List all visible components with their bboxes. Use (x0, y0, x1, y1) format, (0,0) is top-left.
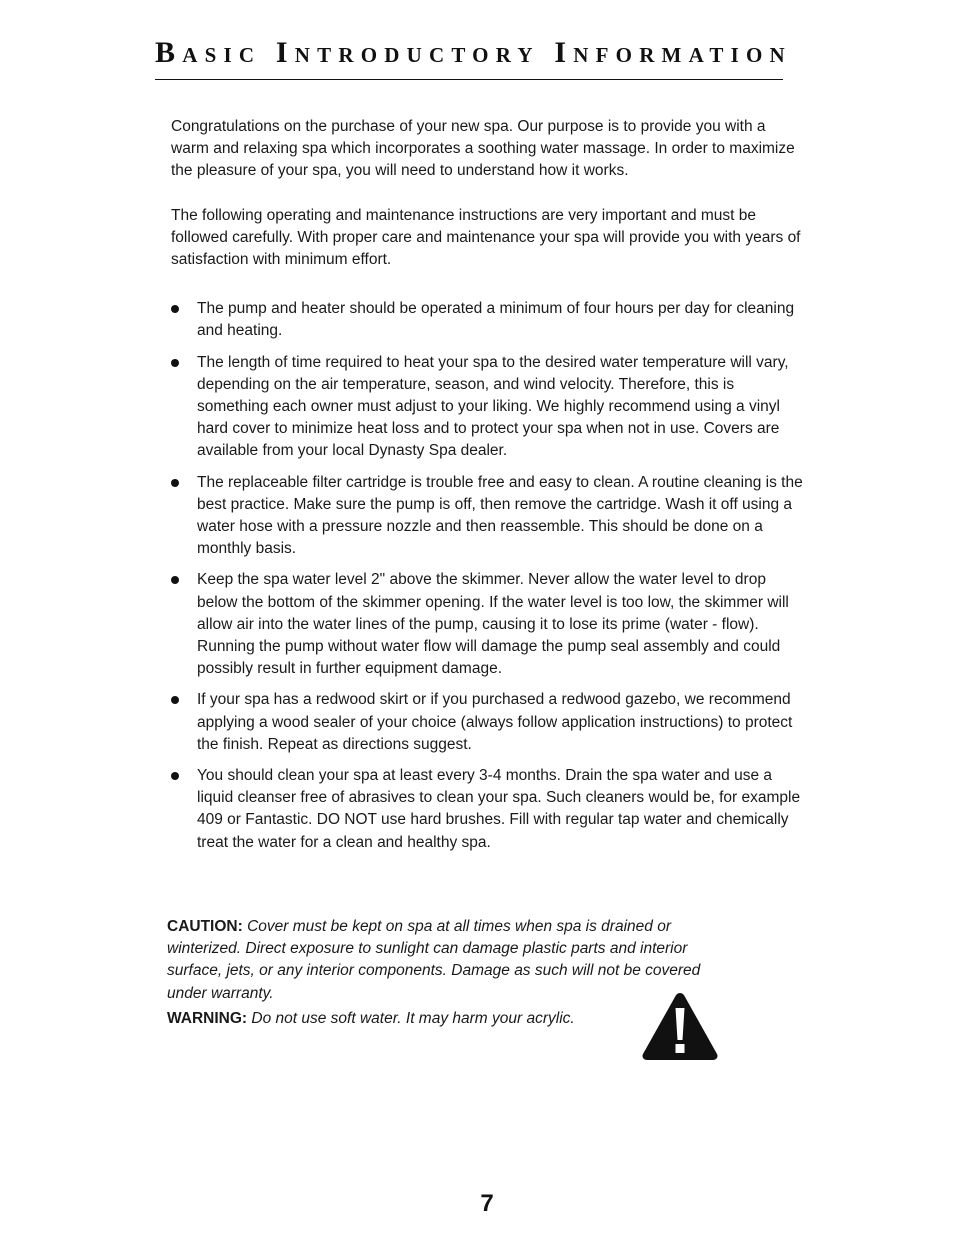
list-item (171, 298, 803, 342)
list-item-text: You should clean your spa at least every 3-4 months. Drain the spa water and use a liquid cleanser free of abrasives to clean your spa. Such cleaners would be, for example 409 or Fantastic. DO NOT use hard brushes. Fill with regular tap water and chemically treat the water for a clean and healthy spa. (197, 767, 801, 851)
warning-triangle-icon (641, 991, 719, 1061)
bullet-icon (171, 359, 179, 367)
bullet-icon (171, 479, 179, 487)
bullet-icon (171, 576, 179, 584)
intro-paragraph: Congratulations on the purchase of your new spa. Our purpose is to provide you with a warm and relaxing spa which incorporates a soothing water massage. In order to maximize the pleasure of your spa, you will need to understand how it works. (171, 118, 795, 180)
list-item (171, 472, 803, 561)
caution-text: Cover must be kept on spa at all times when spa is drained or winterized. Direct exposure to sunlight can damage plastic parts and interior surface, jets, or any interior components. Damage as such will not be covered under warranty. (167, 918, 701, 1002)
list-item (171, 569, 803, 680)
list-item-text: The length of time required to heat your spa to the desired water temperature will vary, depending on the air temperature, season, and wind velocity. Therefore, this is something each owner must adjust to your liking. We highly recommend using a vinyl hard cover to minimize heat loss and to protect your spa when not in use. Covers are available from your local Dynasty Spa dealer. (197, 353, 789, 460)
list-item-text: The pump and heater should be operated a minimum of four hours per day for cleaning and heating. (197, 300, 795, 340)
list-item (171, 352, 803, 463)
list-item-text: If your spa has a redwood skirt or if you purchased a redwood gazebo, we recommend applying a wood sealer of your choice (always follow application instructions) to protect the finish. Repeat as directions suggest. (197, 691, 793, 753)
bullet-icon (171, 305, 179, 313)
instruction-list (171, 298, 803, 854)
caution-label: CAUTION: (167, 918, 243, 935)
page-number: 7 (480, 1190, 494, 1217)
page-title: Basic Introductory Information (155, 36, 792, 69)
warning-label: WARNING: (167, 1009, 248, 1027)
intro-paragraph: The following operating and maintenance instructions are very important and must be followed carefully. With proper care and maintenance your spa will provide you with years of satisfaction with minimum effort. (171, 206, 801, 269)
main-content (171, 116, 803, 863)
list-item (171, 689, 803, 756)
list-item-text: The replaceable filter cartridge is trouble free and easy to clean. A routine cleaning is the best practice. Make sure the pump is off, then remove the cartridge. Wash it off using a water hose with a pressure nozzle and then reassemble. This should be done on a monthly basis. (197, 473, 803, 558)
bullet-icon (171, 772, 179, 780)
title-divider (155, 79, 783, 80)
warning-text: Do not use soft water. It may harm your acrylic. (251, 1009, 575, 1027)
bullet-icon (171, 696, 179, 704)
list-item-text: Keep the spa water level 2" above the skimmer. Never allow the water level to drop below the bottom of the skimmer opening. If the water level is too low, the skimmer will allow air into the water lines of the pump, causing it to lose its prime (water - flow). Running the pump without water flow will damage the pump seal assembly and could possibly result in further equipment damage. (197, 571, 789, 678)
list-item (171, 765, 803, 854)
